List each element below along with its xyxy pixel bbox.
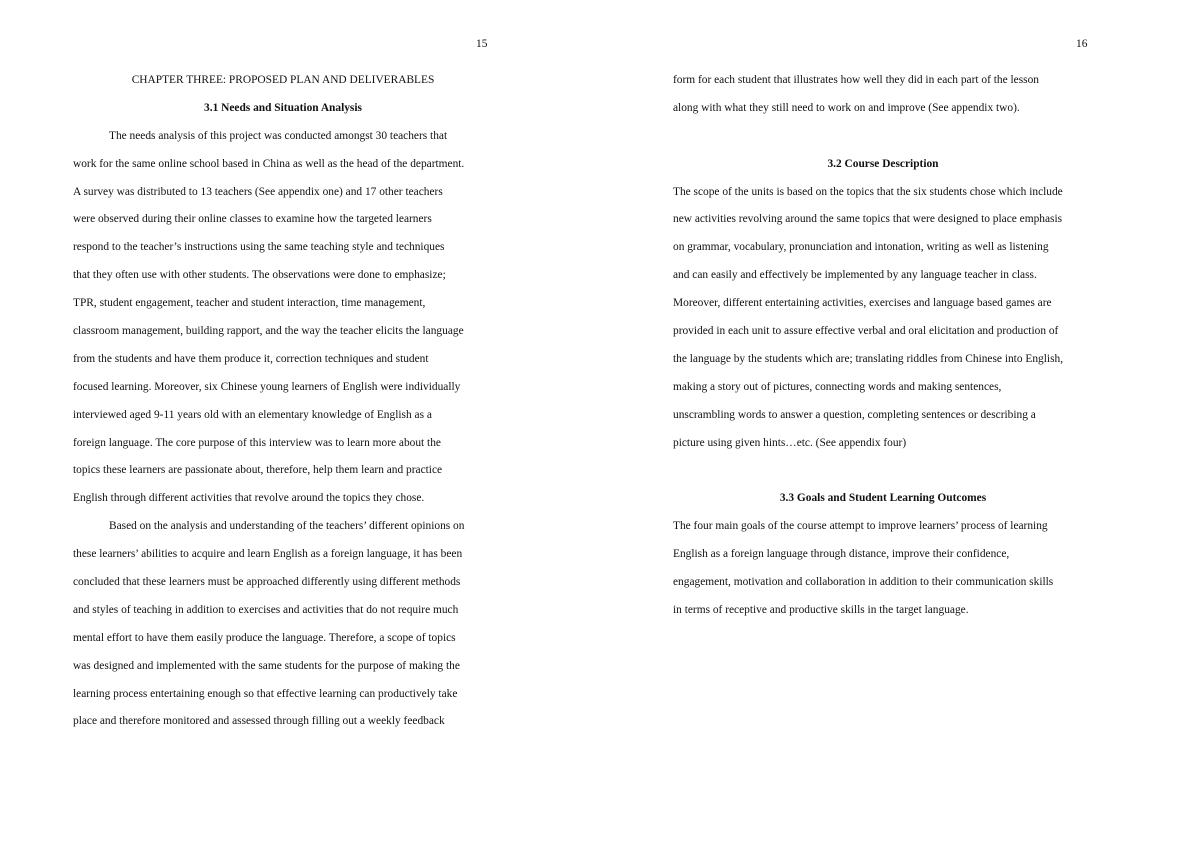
page-number: 16 (1076, 38, 1088, 50)
paragraph-line: from the students and have them produce it, correction techniques and student (73, 352, 429, 365)
section-heading-course-description: 3.2 Course Description (827, 157, 939, 170)
paragraph-line: in terms of receptive and productive skills in the target language. (673, 603, 969, 616)
paragraph-line: these learners’ abilities to acquire and learn English as a foreign language, it has been (73, 548, 463, 561)
paragraph-line: unscrambling words to answer a question, completing sentences or describing a (673, 408, 1036, 421)
paragraph-line: The scope of the units is based on the topics that the six students chose which include (673, 185, 1063, 198)
paragraph-line: classroom management, building rapport, and the way the teacher elicits the language (73, 325, 464, 338)
paragraph-line: work for the same online school based in China as well as the head of the department. (73, 157, 465, 170)
paragraph-line: were observed during their online classes to examine how the targeted learners (73, 213, 432, 226)
paragraph-line: TPR, student engagement, teacher and student interaction, time management, (73, 297, 426, 310)
paragraph-line: English as a foreign language through distance, improve their confidence, (673, 548, 1010, 561)
paragraph-line: picture using given hints…etc. (See appendix four) (673, 436, 907, 449)
paragraph-line: concluded that these learners must be approached differently using different methods (73, 576, 461, 589)
paragraph-line: learning process entertaining enough so that effective learning can productively take (73, 687, 458, 700)
paragraph-line: The needs analysis of this project was conducted amongst 30 teachers that (109, 129, 448, 142)
paragraph-line: English through different activities that revolve around the topics they chose. (73, 492, 425, 505)
paragraph-line: was designed and implemented with the same students for the purpose of making the (73, 659, 460, 672)
page-number: 15 (476, 38, 488, 50)
spacer (673, 128, 1093, 156)
page-16 (600, 0, 1200, 849)
paragraph-line: mental effort to have them easily produce the language. Therefore, a scope of topics (73, 631, 456, 644)
paragraph-line: place and therefore monitored and assessed through filling out a weekly feedback (73, 715, 445, 728)
paragraph-line: Based on the analysis and understanding of the teachers’ different opinions on (109, 520, 465, 533)
paragraph-line: Moreover, different entertaining activities, exercises and language based games are (673, 297, 1052, 310)
paragraph-line: A survey was distributed to 13 teachers (See appendix one) and 17 other teachers (73, 185, 443, 198)
section-heading-needs-analysis: 3.1 Needs and Situation Analysis (204, 101, 362, 114)
paragraph-line: and styles of teaching in addition to exercises and activities that do not require much (73, 603, 459, 616)
paragraph-line: new activities revolving around the same topics that were designed to place emphasis (673, 213, 1063, 226)
chapter-title: CHAPTER THREE: PROPOSED PLAN AND DELIVERABLES (131, 74, 435, 86)
paragraph-line: engagement, motivation and collaboration in addition to their communication skills (673, 576, 1054, 589)
paragraph-line: The four main goals of the course attempt to improve learners’ process of learning (673, 520, 1048, 533)
paragraph-line: respond to the teacher’s instructions using the same teaching style and techniques (73, 241, 445, 254)
paragraph-line: that they often use with other students. The observations were done to emphasize; (73, 269, 446, 282)
page-body (673, 72, 1093, 630)
paragraph-line: focused learning. Moreover, six Chinese young learners of English were individually (73, 380, 461, 393)
paragraph-line: making a story out of pictures, connecting words and making sentences, (673, 380, 1002, 393)
section-heading-goals-outcomes: 3.3 Goals and Student Learning Outcomes (779, 492, 987, 505)
paragraph-line: form for each student that illustrates how well they did in each part of the lesson (673, 74, 1039, 86)
page-body (73, 72, 493, 741)
paragraph-line: interviewed aged 9-11 years old with an elementary knowledge of English as a (73, 408, 432, 421)
paragraph-line: provided in each unit to assure effective verbal and oral elicitation and production of (673, 325, 1059, 338)
paragraph-line: foreign language. The core purpose of this interview was to learn more about the (73, 436, 441, 449)
paragraph-line: on grammar, vocabulary, pronunciation and intonation, writing as well as listening (673, 241, 1049, 254)
spacer (673, 462, 1093, 490)
paragraph-line: topics these learners are passionate about, therefore, help them learn and practice (73, 464, 443, 477)
paragraph-line: and can easily and effectively be implemented by any language teacher in class. (673, 269, 1037, 282)
paragraph-line: along with what they still need to work on and improve (See appendix two). (673, 101, 1020, 114)
paragraph-line: the language by the students which are; translating riddles from Chinese into English, (673, 352, 1064, 365)
